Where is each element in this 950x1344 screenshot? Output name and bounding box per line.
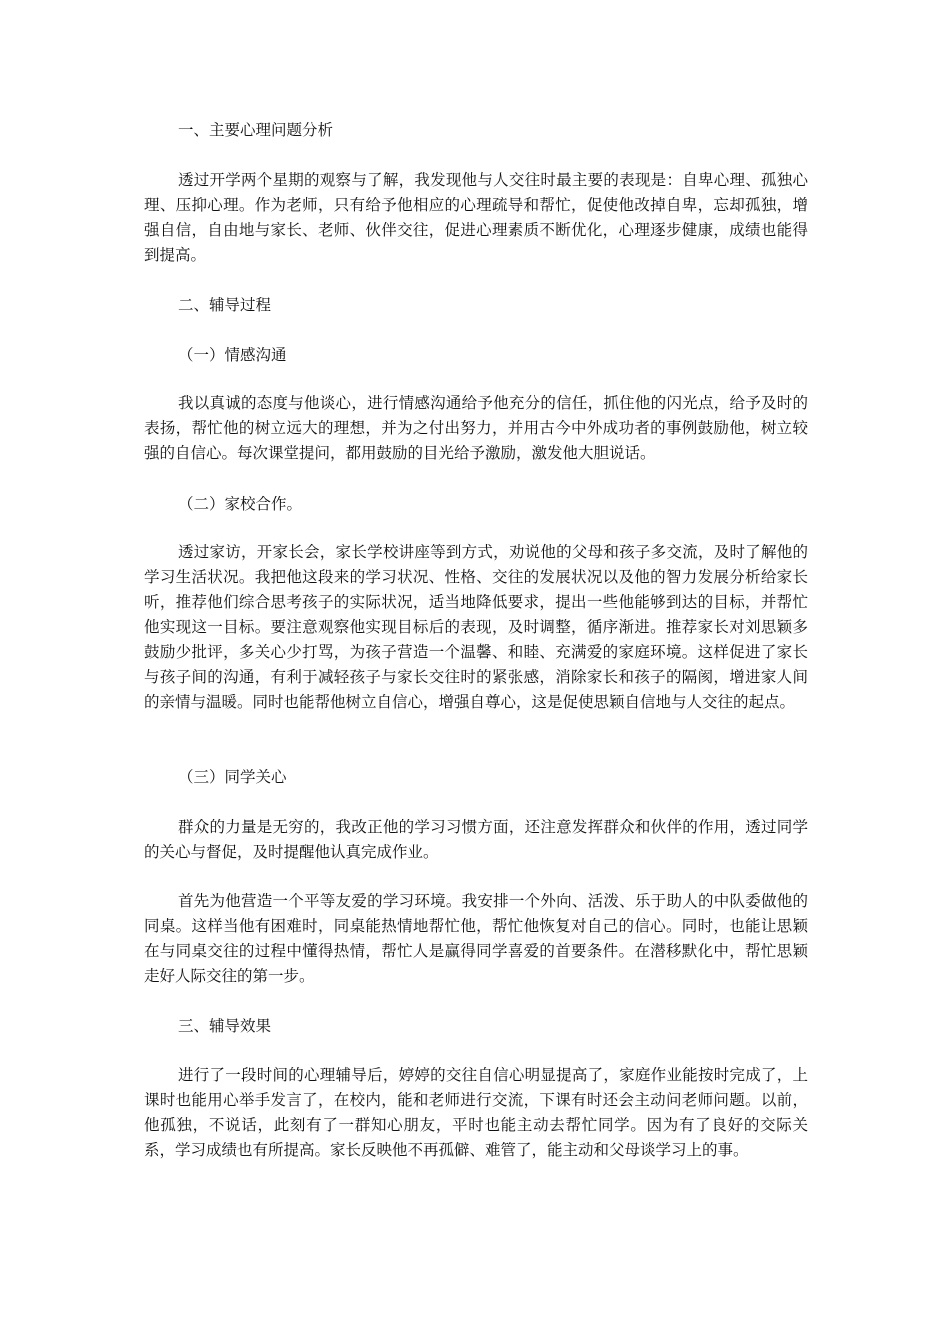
subsection2-paragraph: 透过家访，开家长会，家长学校讲座等到方式，劝说他的父母和孩子多交流，及时了解他的学习生活状况。我把他这段来的学习状况、性格、交往的发展状况以及他的智力发展分析给家长听，推荐他们综合思考孩子的实际状况，适当地降低要求，提出一些他能够到达的目标，并帮忙他实现这一目标。要注意观察他实现目标后的表现，及时调整，循序渐进。推荐家长对刘思颖多鼓励少批评，多关心少打骂，为孩子营造一个温馨、和睦、充满爱的家庭环境。这样促进了家长与孩子间的沟通，有利于减轻孩子与家长交往时的紧张感，消除家长和孩子的隔阂，增进家人间的亲情与温暖。同时也能帮他树立自信心，增强自尊心，这是促使思颖自信地与人交往的起点。 — [144, 543, 808, 711]
subsection1-paragraph: 我以真诚的态度与他谈心，进行情感沟通给予他充分的信任，抓住他的闪光点，给予及时的表扬，帮忙他的树立远大的理想，并为之付出努力，并用古今中外成功者的事例鼓励他，树立较强的自信心。每次课堂提问，都用鼓励的目光给予激励，激发他大胆说话。 — [144, 394, 808, 462]
section1-heading: 一、主要心理问题分析 — [178, 121, 334, 139]
section2-heading: 二、辅导过程 — [178, 296, 272, 314]
subsection1-heading: （一）情感沟通 — [178, 346, 287, 364]
subsection2-heading: （二）家校合作。 — [178, 495, 303, 513]
section3-heading: 三、辅导效果 — [178, 1017, 272, 1035]
section1-paragraph: 透过开学两个星期的观察与了解，我发现他与人交往时最主要的表现是：自卑心理、孤独心理、压抑心理。作为老师，只有给予他相应的心理疏导和帮忙，促使他改掉自卑，忘却孤独，增强自信，自由地与家长、老师、伙伴交往，促进心理素质不断优化，心理逐步健康，成绩也能得到提高。 — [144, 171, 808, 264]
subsection3-paragraph-2: 首先为他营造一个平等友爱的学习环境。我安排一个外向、活泼、乐于助人的中队委做他的同桌。这样当他有困难时，同桌能热情地帮忙他，帮忙他恢复对自己的信心。同时，也能让思颖在与同桌交往的过程中懂得热情，帮忙人是赢得同学喜爱的首要条件。在潜移默化中，帮忙思颖走好人际交往的第一步。 — [144, 892, 808, 985]
subsection3-paragraph-1: 群众的力量是无穷的，我改正他的学习习惯方面，还注意发挥群众和伙伴的作用，透过同学的关心与督促，及时提醒他认真完成作业。 — [144, 818, 808, 861]
subsection3-heading: （三）同学关心 — [178, 768, 287, 786]
section3-paragraph: 进行了一段时间的心理辅导后，婷婷的交往自信心明显提高了，家庭作业能按时完成了，上课时也能用心举手发言了，在校内，能和老师进行交流，下课有时还会主动问老师问题。以前，他孤独，不说话，此刻有了一群知心朋友，平时也能主动去帮忙同学。因为有了良好的交际关系，学习成绩也有所提高。家长反映他不再孤僻、难管了，能主动和父母谈学习上的事。 — [144, 1066, 808, 1159]
